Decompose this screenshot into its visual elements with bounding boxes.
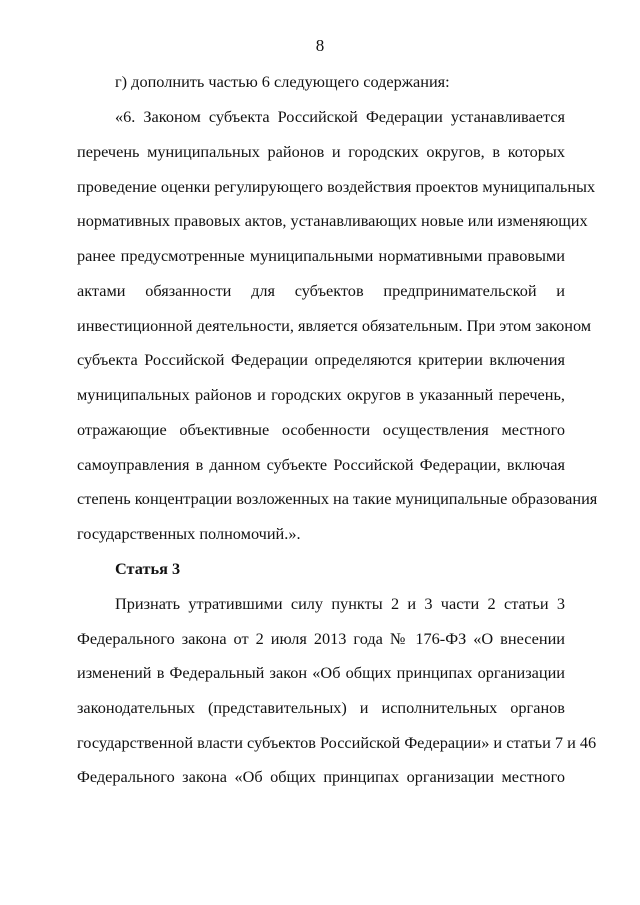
text-line: самоуправления в данном субъекте Российской Федерации, включая: [77, 455, 565, 474]
text-line: проведение оценки регулирующего воздействия проектов муниципальных: [77, 177, 596, 196]
text-line: изменений в Федеральный закон «Об общих принципах организации: [77, 663, 565, 682]
text-line: г) дополнить частью 6 следующего содержания:: [115, 72, 450, 91]
text-line: государственных полномочий.».: [77, 524, 301, 543]
text-line: перечень муниципальных районов и городских округов, в которых: [77, 142, 565, 161]
text-line: нормативных правовых актов, устанавливающих новые или изменяющих: [77, 211, 588, 230]
text-line: субъекта Российской Федерации определяются критерии включения: [77, 350, 565, 369]
text-line: актами обязанности для субъектов предпринимательской и: [77, 281, 565, 300]
text-line: законодательных (представительных) и исполнительных органов: [77, 698, 565, 717]
text-line: государственной власти субъектов Российской Федерации» и статьи 7 и 46: [77, 733, 597, 752]
text-line: отражающие объективные особенности осуществления местного: [77, 420, 565, 439]
text-line: инвестиционной деятельности, является обязательным. При этом законом: [77, 316, 592, 335]
text-line: Федерального закона от 2 июля 2013 года № 176-ФЗ «О внесении: [77, 629, 565, 648]
text-line: ранее предусмотренные муниципальными нормативными правовыми: [77, 246, 565, 265]
text-line: степень концентрации возложенных на такие муниципальные образования: [77, 489, 598, 508]
text-line: «6. Законом субъекта Российской Федерации устанавливается: [115, 107, 565, 126]
text-line: Признать утратившими силу пункты 2 и 3 части 2 статьи 3: [115, 594, 565, 613]
text-line: муниципальных районов и городских округов в указанный перечень,: [77, 385, 565, 404]
text-line: Федерального закона «Об общих принципах организации местного: [77, 767, 565, 786]
article-heading: Статья 3: [115, 559, 181, 578]
page-number: 8: [315, 36, 325, 55]
